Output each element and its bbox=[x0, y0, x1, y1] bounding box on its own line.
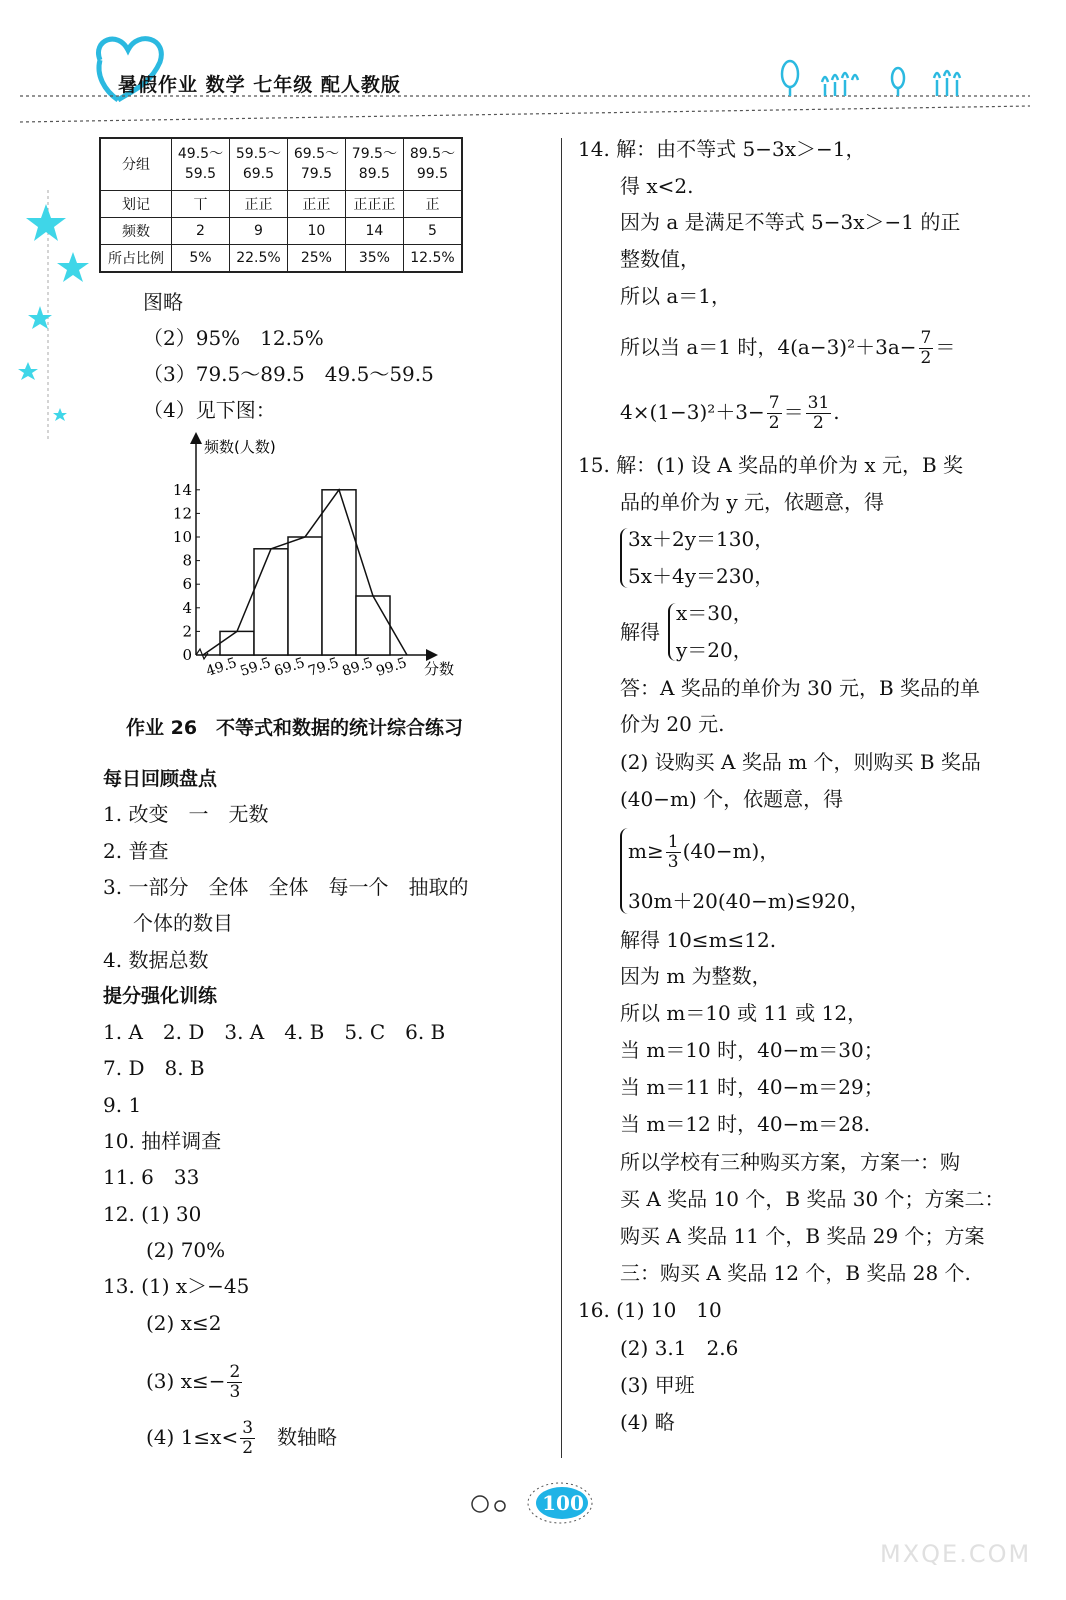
star-decoration bbox=[0, 190, 100, 440]
table-cell: 49.5～ 59.5 bbox=[172, 138, 230, 190]
answer-line: (2) 70% bbox=[146, 1238, 226, 1262]
star-icon bbox=[26, 204, 66, 241]
answer-line: 当 m＝10 时，40−m＝30； bbox=[620, 1038, 884, 1062]
answer-line: (2) x≤2 bbox=[146, 1311, 222, 1335]
answer-line: (4) 略 bbox=[620, 1410, 675, 1434]
answer-line: 解得 10≤m≤12. bbox=[620, 928, 777, 952]
fraction bbox=[767, 394, 782, 433]
table-cell: 25% bbox=[287, 244, 345, 272]
histogram-bar bbox=[288, 537, 322, 655]
denominator: 2 bbox=[242, 1438, 254, 1458]
answer-line: 1. A 2. D 3. A 4. B 5. C 6. B bbox=[103, 1020, 446, 1044]
answer-line: 因为 m 为整数， bbox=[620, 964, 772, 988]
frequency-table bbox=[99, 137, 463, 273]
table-cell: 59.5～ 69.5 bbox=[229, 138, 287, 190]
answer-line: 14. 解：由不等式 5−3x＞−1， bbox=[578, 137, 866, 161]
x-tick-label: 49.5 bbox=[204, 654, 239, 680]
circle-icon bbox=[472, 1496, 488, 1512]
numerator: 3 bbox=[242, 1418, 254, 1438]
table-cell: 35% bbox=[345, 244, 403, 272]
answer-line: 15. 解：(1) 设 A 奖品的单价为 x 元，B 奖 bbox=[578, 453, 964, 477]
table-cell: 5% bbox=[172, 244, 230, 272]
inequality: m≥ bbox=[628, 839, 664, 863]
answer-line: (40−m) 个，依题意，得 bbox=[620, 787, 844, 811]
answer-line: 12. (1) 30 bbox=[103, 1202, 202, 1226]
table-cell: 划记 bbox=[100, 190, 172, 217]
denominator: 2 bbox=[813, 413, 824, 433]
answer-line: (2) 设购买 A 奖品 m 个，则购买 B 奖品 bbox=[620, 750, 981, 774]
answer-line: 购买 A 奖品 11 个，B 奖品 29 个；方案 bbox=[620, 1224, 985, 1248]
table-cell: 频数 bbox=[100, 217, 172, 244]
star-icon bbox=[53, 408, 67, 421]
header-title: 暑假作业 数学 七年级 配人教版 bbox=[118, 74, 401, 96]
answer-line bbox=[146, 1414, 337, 1460]
y-tick-label: 12 bbox=[172, 504, 192, 523]
answer-line: 三：购买 A 奖品 12 个，B 奖品 28 个. bbox=[620, 1261, 971, 1285]
histogram-bar bbox=[356, 596, 390, 655]
equation bbox=[628, 828, 779, 874]
system-brace bbox=[620, 528, 628, 588]
table-row bbox=[100, 138, 462, 190]
numerator: 2 bbox=[229, 1362, 241, 1382]
table-cell: 14 bbox=[345, 217, 403, 244]
period: . bbox=[833, 400, 840, 424]
answer-line: 整数值， bbox=[620, 247, 700, 271]
watermark: MXQE.COM bbox=[880, 1540, 1032, 1568]
answer-line: 所以 m＝10 或 11 或 12， bbox=[620, 1001, 868, 1025]
fraction bbox=[227, 1363, 242, 1402]
circle-icon bbox=[495, 1501, 505, 1511]
table-cell: 5 bbox=[403, 217, 462, 244]
table-cell: 2 bbox=[172, 217, 230, 244]
denominator: 3 bbox=[229, 1382, 241, 1402]
table-cell: 79.5～ 89.5 bbox=[345, 138, 403, 190]
table-cell: 正正 bbox=[287, 190, 345, 217]
histogram-bar bbox=[322, 490, 356, 655]
table-cell: 22.5% bbox=[229, 244, 287, 272]
expression: 所以当 a＝1 时，4(a−3)²＋3a− bbox=[620, 335, 917, 359]
answer-line: 7. D 8. B bbox=[103, 1056, 205, 1080]
answer-line: （2）95% 12.5% bbox=[143, 326, 324, 350]
expression: 4×(1−3)²＋3− bbox=[620, 400, 765, 424]
equals: ＝ bbox=[783, 400, 804, 424]
numerator: 1 bbox=[667, 832, 679, 852]
numerator: 7 bbox=[768, 393, 780, 413]
answer-line: 2. 普查 bbox=[103, 839, 169, 863]
table-cell: 10 bbox=[287, 217, 345, 244]
star-icon bbox=[18, 362, 38, 380]
answer-line: 11. 6 33 bbox=[103, 1165, 200, 1189]
table-cell: 正正 bbox=[229, 190, 287, 217]
review-title: 每日回顾盘点 bbox=[103, 768, 218, 790]
fraction bbox=[240, 1419, 255, 1458]
table-row bbox=[100, 190, 462, 217]
histogram-bar bbox=[254, 549, 288, 655]
answer-line: 1. 改变 一 无数 bbox=[103, 802, 269, 826]
answer-line: （3）79.5～89.5 49.5～59.5 bbox=[143, 362, 434, 386]
y-tick-label: 14 bbox=[172, 480, 192, 499]
answer-line: 10. 抽样调查 bbox=[103, 1129, 222, 1153]
answer-line: 所以学校有三种购买方案，方案一：购 bbox=[620, 1150, 960, 1174]
answer-line bbox=[620, 389, 840, 435]
answer-line: 价为 20 元. bbox=[620, 712, 725, 736]
item-number: 13. (1) bbox=[103, 1274, 176, 1298]
answer-line: 当 m＝12 时，40−m＝28. bbox=[620, 1112, 871, 1136]
equation: 5x＋4y＝230， bbox=[628, 564, 775, 588]
answer-line: 图略 bbox=[143, 290, 183, 314]
table-cell: 69.5～ 79.5 bbox=[287, 138, 345, 190]
y-tick-label: 4 bbox=[182, 598, 192, 617]
x-tick-label: 89.5 bbox=[340, 654, 375, 680]
fraction bbox=[919, 329, 934, 368]
star-icon bbox=[28, 306, 52, 329]
frequency-histogram bbox=[160, 430, 480, 690]
answer-line: 个体的数目 bbox=[133, 911, 233, 935]
answer-line bbox=[620, 324, 955, 370]
y-axis-label: 频数(人数) bbox=[204, 438, 276, 456]
x-tick-label: 99.5 bbox=[374, 654, 409, 680]
section-title: 作业 26 不等式和数据的统计综合练习 bbox=[126, 717, 464, 739]
answer-line: 当 m＝11 时，40−m＝29； bbox=[620, 1075, 884, 1099]
fraction bbox=[666, 833, 681, 872]
answer-line: 4. 数据总数 bbox=[103, 948, 209, 972]
answer-line: 所以 a＝1， bbox=[620, 284, 732, 308]
page-number: 100 bbox=[542, 1491, 584, 1515]
y-tick-label: 0 bbox=[182, 646, 192, 664]
y-tick-label: 8 bbox=[182, 551, 192, 570]
answer-line bbox=[103, 1274, 249, 1298]
equation: 30m＋20(40−m)≤920， bbox=[628, 889, 870, 913]
inequality: x＞−45 bbox=[175, 1274, 250, 1298]
inequality: (40−m)， bbox=[682, 839, 780, 863]
inequality: (3) x≤− bbox=[146, 1369, 226, 1393]
table-cell: 89.5～ 99.5 bbox=[403, 138, 462, 190]
answer-line: (2) 3.1 2.6 bbox=[620, 1336, 739, 1360]
table-cell: 12.5% bbox=[403, 244, 462, 272]
x-axis-label: 分数 bbox=[424, 660, 455, 678]
numerator: 7 bbox=[920, 328, 932, 348]
x-tick-label: 79.5 bbox=[306, 654, 341, 680]
table-cell: 所占比例 bbox=[100, 244, 172, 272]
training-title: 提分强化训练 bbox=[103, 985, 218, 1007]
equals: ＝ bbox=[935, 335, 956, 359]
equation: 3x＋2y＝130， bbox=[628, 527, 775, 551]
note: 数轴略 bbox=[277, 1425, 338, 1449]
answer-line bbox=[146, 1358, 244, 1404]
answer-line: 答：A 奖品的单价为 30 元，B 奖品的单 bbox=[620, 676, 981, 700]
answer-line: (3) 甲班 bbox=[620, 1373, 695, 1397]
y-tick-label: 10 bbox=[172, 528, 192, 546]
system-brace bbox=[668, 603, 676, 661]
y-tick-label: 2 bbox=[182, 622, 192, 641]
denominator: 2 bbox=[920, 348, 932, 368]
answer-line: （4）见下图： bbox=[143, 398, 276, 422]
denominator: 3 bbox=[667, 852, 679, 872]
table-cell: 分组 bbox=[100, 138, 172, 190]
table-row bbox=[100, 217, 462, 244]
answer-line: 得 x<2. bbox=[620, 174, 694, 198]
answer-line: 16. (1) 10 10 bbox=[578, 1298, 722, 1322]
inequality: (4) 1≤x< bbox=[146, 1425, 239, 1449]
answer-line: 因为 a 是满足不等式 5−3x＞−1 的正 bbox=[620, 210, 961, 234]
denominator: 2 bbox=[768, 413, 780, 433]
numerator: 31 bbox=[807, 393, 830, 413]
answer-line: 品的单价为 y 元，依题意，得 bbox=[620, 490, 885, 514]
table-cell: 丅 bbox=[172, 190, 230, 217]
star-icon bbox=[57, 252, 89, 282]
system-brace bbox=[620, 828, 628, 914]
x-tick-label: 59.5 bbox=[238, 654, 273, 680]
table-cell: 正正正 bbox=[345, 190, 403, 217]
equation: y＝20， bbox=[676, 638, 753, 662]
tree-icons bbox=[782, 61, 960, 96]
table-cell: 9 bbox=[229, 217, 287, 244]
answer-line: 3. 一部分 全体 全体 每一个 抽取的 bbox=[103, 875, 469, 899]
axis-break bbox=[196, 649, 208, 659]
answer-line: 买 A 奖品 10 个，B 奖品 30 个；方案二： bbox=[620, 1187, 1005, 1211]
y-tick-label: 6 bbox=[182, 575, 192, 594]
x-tick-label: 69.5 bbox=[272, 654, 307, 680]
answer-line: 解得 bbox=[620, 620, 660, 644]
histogram-bar bbox=[220, 631, 254, 655]
equation: x＝30， bbox=[676, 601, 753, 625]
fraction bbox=[806, 394, 832, 433]
table-cell: 正 bbox=[403, 190, 462, 217]
answer-line: 9. 1 bbox=[103, 1093, 142, 1117]
column-divider bbox=[561, 138, 562, 1458]
table-row bbox=[100, 244, 462, 272]
